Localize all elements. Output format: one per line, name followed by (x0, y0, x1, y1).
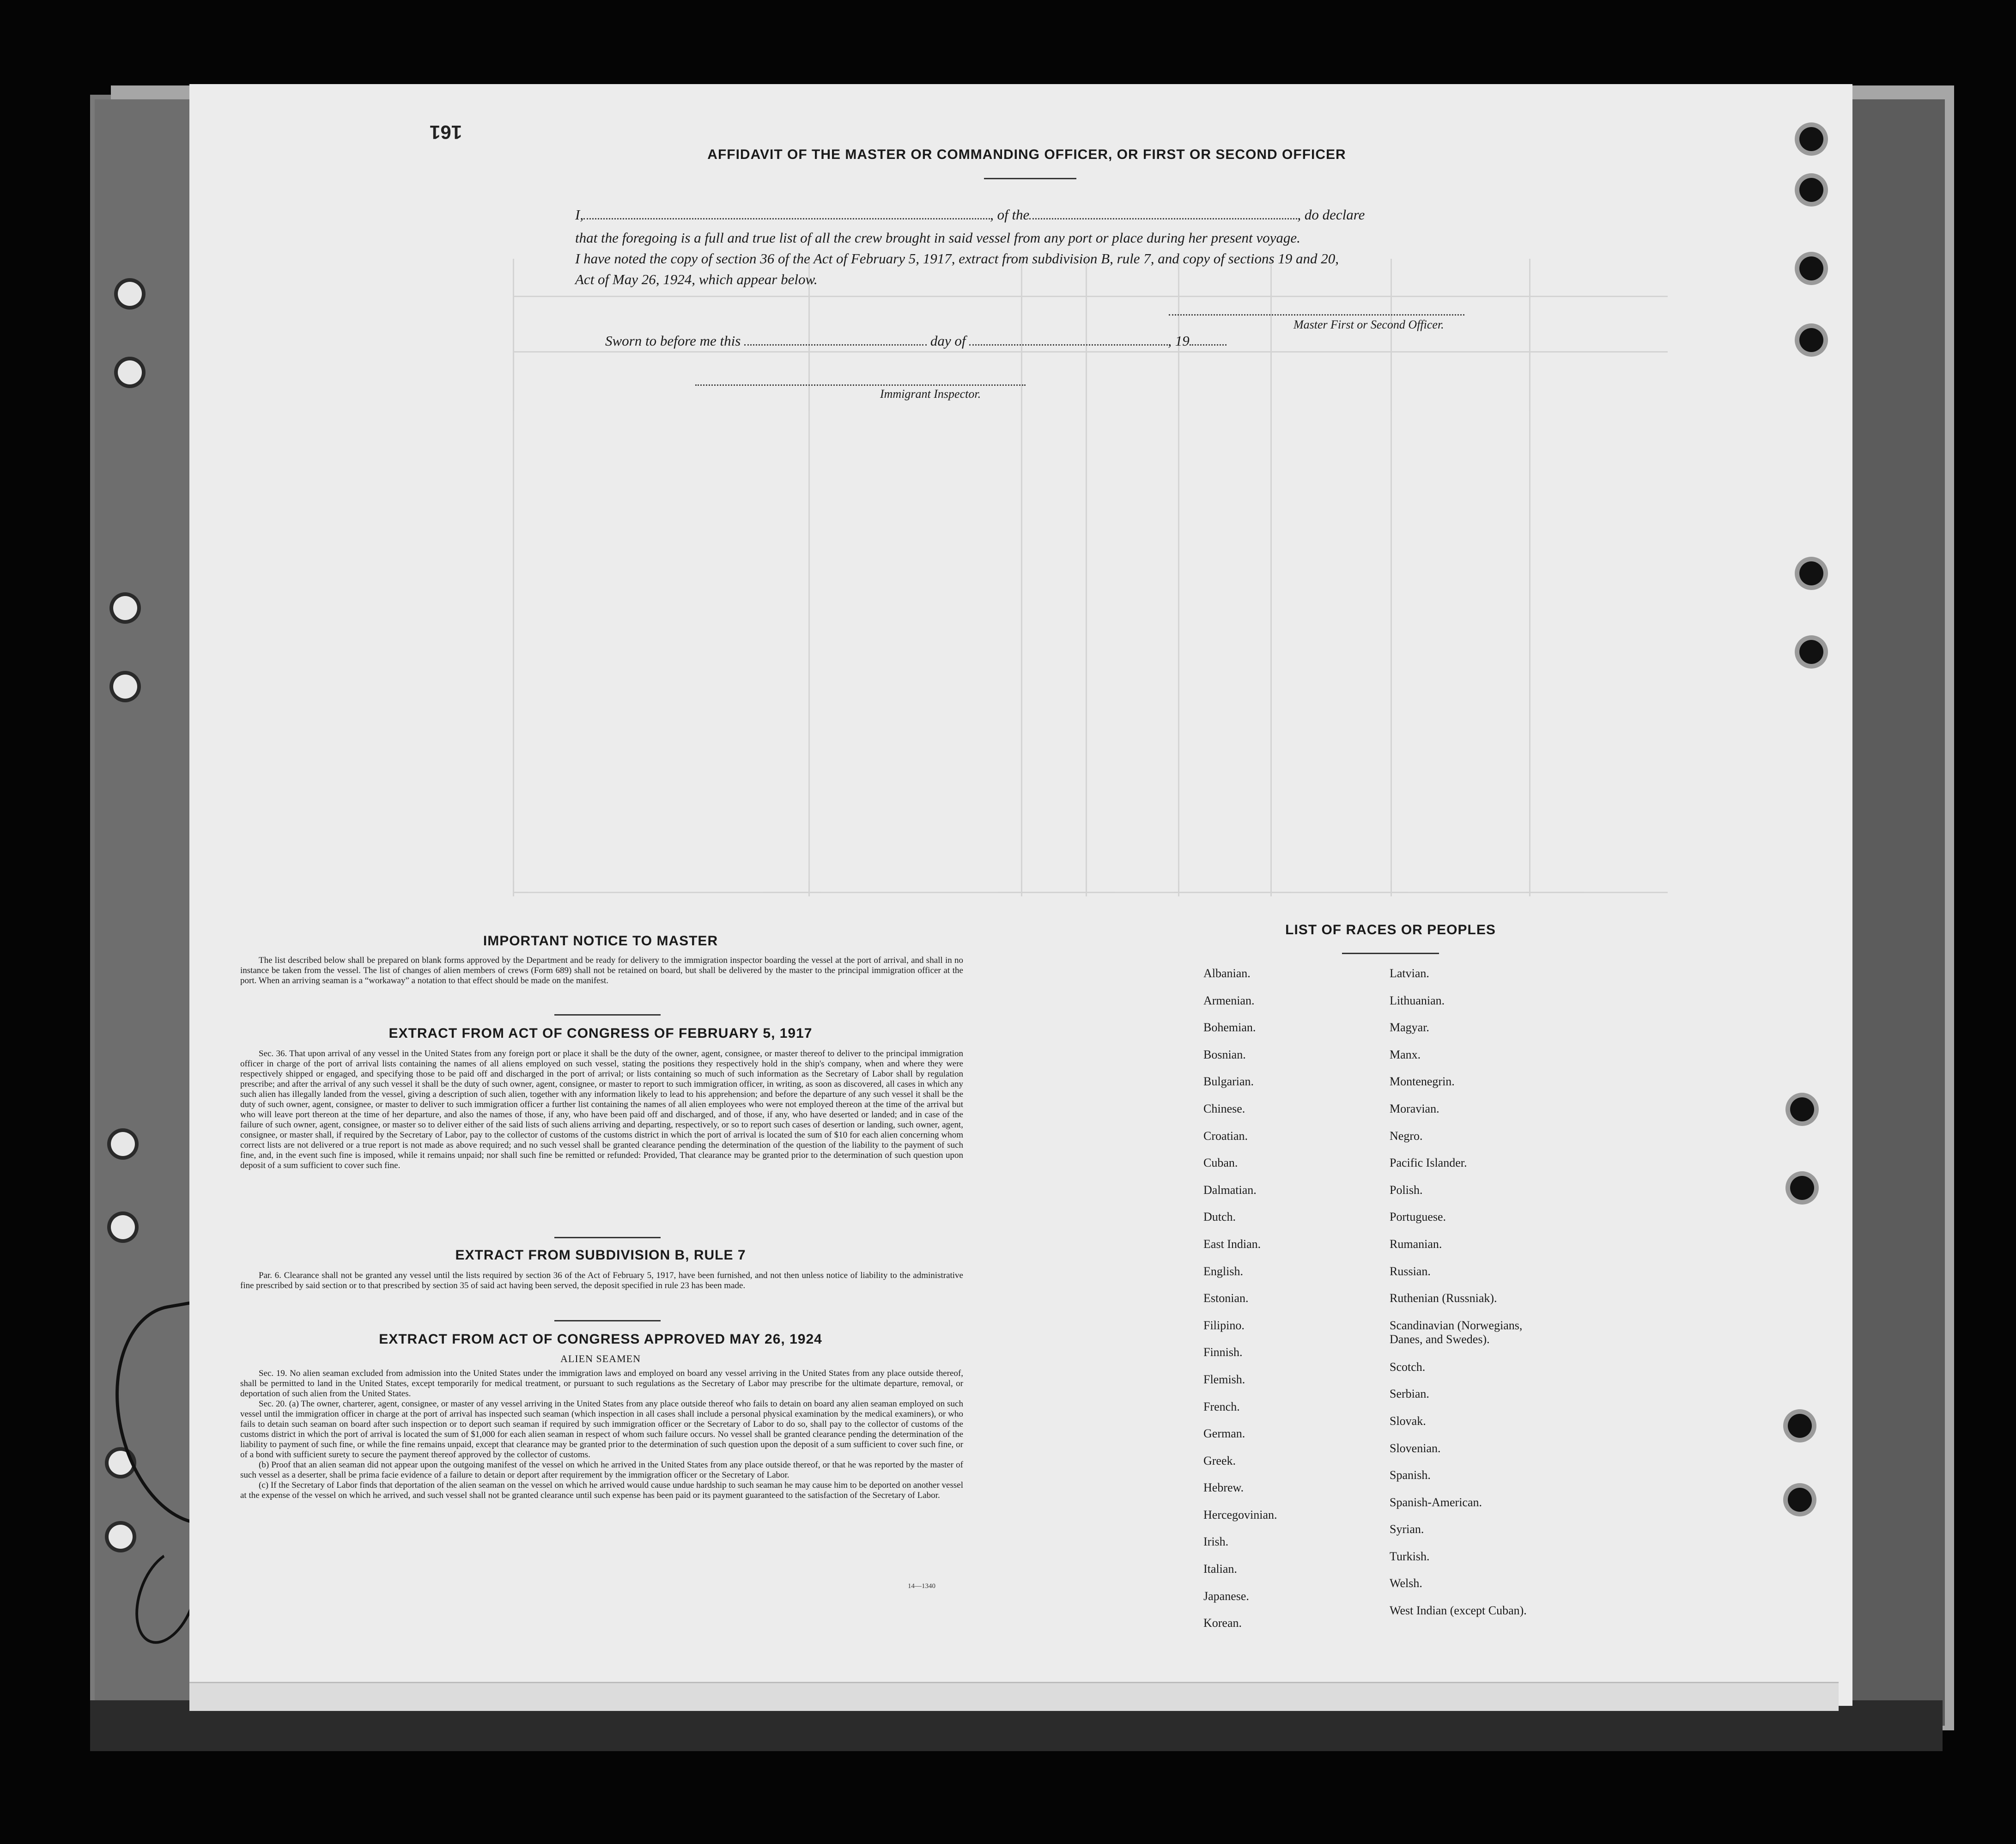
race-item: Manx. (1390, 1047, 1421, 1061)
affidavit-line-3: I have noted the copy of section 36 of the Act of February 5, 1917, extract from subdivision B, rule 7, and copy of sections 19 and 20, (575, 250, 1339, 267)
affidavit-i: I, (575, 207, 584, 223)
race-item: Greek. (1203, 1454, 1236, 1467)
section-20c-paragraph: (c) If the Secretary of Labor finds that deportation of the alien seaman on the vessel on which he arrived would cause undue hardship to such seaman he may cause him to be deported on another vessel at the expense of the vessel on which he arrived, and such vessel shall not be granted clearance until such expense has been paid or its payment guaranteed to the satisfaction of the Secretary of Labor. (240, 1480, 963, 1500)
binding-hole (1788, 1414, 1812, 1438)
divider (554, 1014, 661, 1016)
race-item: Russian. (1390, 1264, 1431, 1278)
race-item: Finnish. (1203, 1345, 1243, 1359)
affidavit-of-the: , of the (990, 207, 1030, 223)
binding-hole (118, 360, 142, 384)
race-item: West Indian (except Cuban). (1390, 1604, 1527, 1618)
divider (554, 1237, 661, 1238)
race-item: Bohemian. (1203, 1021, 1256, 1035)
race-item: Rumanian. (1390, 1237, 1442, 1251)
binding-hole (1799, 561, 1823, 585)
notice-paragraph: The list described below shall be prepared on blank forms approved by the Department and be ready for delivery to the immigration inspector boarding the vessel at the port of arrival, and shall in no instance be taken from the vessel. The list of changes of alien members of crews (Form 689) shall not be retained on board, but shall be delivered by the master to the principal immigration officer at the port. When an arriving seaman is a “workaway” a notation to that effect should be made on the manifest. (240, 955, 963, 986)
affidavit-line-1 (575, 207, 1365, 223)
extract-rule7-title: EXTRACT FROM SUBDIVISION B, RULE 7 (455, 1248, 746, 1263)
race-item: Irish. (1203, 1535, 1229, 1549)
race-item: Albanian. (1203, 967, 1251, 980)
race-item: East Indian. (1203, 1237, 1261, 1251)
extract-1917-title: EXTRACT FROM ACT OF CONGRESS OF FEBRUARY 5, 1917 (389, 1026, 813, 1041)
race-item: German. (1203, 1427, 1245, 1441)
inspector-label: Immigrant Inspector. (880, 387, 981, 401)
race-item: Flemish. (1203, 1372, 1245, 1386)
race-item: Filipino. (1203, 1318, 1245, 1332)
form-code: 14—1340 (908, 1582, 935, 1590)
race-item: Scotch. (1390, 1360, 1426, 1374)
affidavit-line-4: Act of May 26, 1924, which appear below. (575, 271, 818, 287)
race-item: Latvian. (1390, 967, 1429, 980)
master-signature-line (1169, 314, 1464, 316)
race-item: Turkish. (1390, 1549, 1430, 1563)
race-item: Chinese. (1203, 1102, 1245, 1115)
binding-hole (109, 1525, 133, 1549)
race-item: Negro. (1390, 1129, 1423, 1143)
sworn-line (605, 333, 1227, 349)
races-list-left (1203, 967, 1277, 1643)
race-item: Polish. (1390, 1183, 1423, 1197)
paragraph-6: Par. 6. Clearance shall not be granted any vessel until the lists required by section 36 of the Act of February 5, 1917, have been furnished, and not then unless notice of liability to the administrative fine prescribed by said section or to that prescribed by section 35 of said act having been served, the deposit specified in rule 23 has been made. (240, 1271, 963, 1290)
race-item: Armenian. (1203, 993, 1255, 1007)
binding-hole (1799, 328, 1823, 352)
binding-hole (113, 675, 137, 699)
race-item: Italian. (1203, 1562, 1237, 1576)
binding-hole (111, 1132, 135, 1156)
race-item: Spanish-American. (1390, 1495, 1482, 1509)
race-item: Spanish. (1390, 1468, 1431, 1482)
race-item: Slovenian. (1390, 1441, 1441, 1455)
notice-title: IMPORTANT NOTICE TO MASTER (483, 933, 718, 949)
binding-hole (1799, 256, 1823, 280)
binding-hole (1790, 1097, 1814, 1121)
section-20b-paragraph: (b) Proof that an alien seaman did not appear upon the outgoing manifest of the vessel on which he arrived in the United States from any place outside thereof, or that he was reported by the master of such vessel as a deserter, shall be prima facie evidence of a failure to detain or deport after requirement by the immigration officer or the Secretary of Labor. (240, 1460, 963, 1480)
race-item: Lithuanian. (1390, 993, 1445, 1007)
extract-1924-title: EXTRACT FROM ACT OF CONGRESS APPROVED MAY 26, 1924 (379, 1332, 822, 1347)
affidavit-line-2: that the foregoing is a full and true list of all the crew brought in said vessel from any port or place during her present voyage. (575, 230, 1300, 246)
notice-text (240, 955, 963, 986)
binding-hole (1788, 1488, 1812, 1512)
race-item: English. (1203, 1264, 1243, 1278)
extract-rule7-text (240, 1271, 963, 1291)
binding-hole (1790, 1176, 1814, 1200)
year-text: , 19 (1168, 333, 1190, 349)
race-item: Estonian. (1203, 1291, 1249, 1305)
sheet-number: 161 (430, 122, 462, 143)
race-item: Syrian. (1390, 1522, 1424, 1536)
race-item: Welsh. (1390, 1576, 1422, 1590)
name-blank (583, 208, 990, 219)
binding-hole (1799, 640, 1823, 664)
inspector-signature-line (695, 384, 1026, 386)
race-item: Dutch. (1203, 1210, 1236, 1224)
divider (984, 178, 1076, 179)
vessel-blank (1029, 208, 1297, 219)
section-36-paragraph: Sec. 36. That upon arrival of any vessel in the United States from any foreign port or place it shall be the duty of the owner, agent, consignee, or master thereof to deliver to the principal immigration officer in charge of the port of arrival lists containing the names of all aliens employed on such vessel, stating the positions they respectively hold in the ship's company, when and where they were respectively shipped or engaged, and specifying those to be paid off and discharged in the port of arrival; or lists containing so much of such information as the Secretary of Labor shall by regulation prescribe; and after the arrival of any such vessel it shall be the duty of such owner, agent, consignee, or master to report to such immigration officer, in writing, as soon as discovered, all cases in which any such alien has illegally landed from the vessel, giving a description of such alien, together with any information likely to lead to his apprehension; and before the departure of any such vessel it shall be the duty of such owner, agent, consignee, or master to deliver to such immigration officer a further list containing the names of all alien employees who were not employed thereon at the time of the arrival but who will leave port thereon at the time of her departure, and also the names of those, if any, who have been paid off and discharged, and of those, if any, who have deserted or landed; and in case of the failure of such owner, agent, consignee, or master so to deliver either of the said lists of such aliens arriving and departing, respectively, or so to report such cases of desertion or landing, such owner, agent, consignee, or master shall, if required by the Secretary of Labor, pay to the collector of customs of the customs district in which the port of arrival is located the sum of $10 for each alien concerning whom correct lists are not delivered or a true report is not made as above required; and no such vessel shall be granted clearance pending the determination of the question of the liability to the payment of such fine, and, in the event such fine is imposed, while it remains unpaid; nor shall such fine be remitted or refunded: Provided, That clearance may be granted prior to the determination of such question upon deposit of a sum sufficient to cover such fine. (240, 1049, 963, 1170)
binding-hole (113, 596, 137, 620)
affidavit-do-declare: , do declare (1297, 207, 1365, 223)
race-item: Serbian. (1390, 1387, 1429, 1401)
binding-hole (1799, 178, 1823, 202)
day-of-text: day of (930, 333, 966, 349)
month-blank (969, 334, 1168, 346)
race-item: Croatian. (1203, 1129, 1248, 1143)
race-item: French. (1203, 1400, 1240, 1413)
race-item: Hebrew. (1203, 1481, 1244, 1495)
section-19-paragraph: Sec. 19. No alien seaman excluded from admission into the United States under the immigration laws and employed on board any vessel arriving in the United States from any place outside thereof, shall be permitted to land in the United States, except temporarily for medical treatment, or pursuant to such regulations as the Secretary of Labor may prescribe for the ultimate departure, removal, or deportation of such alien from the United States. (240, 1369, 963, 1399)
race-item: Hercegovinian. (1203, 1508, 1277, 1521)
divider (1342, 953, 1439, 954)
binding-hole (1799, 127, 1823, 151)
race-item: Korean. (1203, 1616, 1242, 1630)
race-item: Japanese. (1203, 1589, 1249, 1603)
extract-1924-text (240, 1369, 963, 1501)
alien-seamen-subtitle: ALIEN SEAMEN (560, 1353, 641, 1364)
race-item: Bulgarian. (1203, 1075, 1254, 1089)
race-item: Magyar. (1390, 1021, 1429, 1035)
race-item: Pacific Islander. (1390, 1156, 1467, 1170)
binding-hole (111, 1215, 135, 1239)
race-item: Montenegrin. (1390, 1075, 1455, 1089)
race-item: Scandinavian (Norwegians, Danes, and Swedes). (1390, 1318, 1523, 1346)
race-item: Bosnian. (1203, 1047, 1246, 1061)
race-item: Ruthenian (Russniak). (1390, 1291, 1497, 1305)
binding-hole (118, 282, 142, 306)
section-20a-paragraph: Sec. 20. (a) The owner, charterer, agent, consignee, or master of any vessel arriving in the United States from any place outside thereof who fails to detain on board any alien seaman employed on such vessel until the immigration officer in charge at the port of arrival has inspected such seaman (which inspection in all cases shall include a personal physical examination by the medical examiners), or who fails to detain such seaman on board after such inspection or to deport such seaman if required by such immigration officer or the Secretary of Labor to do so, shall pay to the collector of customs of the customs district in which the port of arrival is located the sum of $1,000 for each alien seaman in respect of whom such failure occurs. No vessel shall be granted clearance pending the determination of the liability to payment of such fine, or while the fine remains unpaid, except that clearance may be granted prior to the determination of such question upon the deposit of a sum sufficient to cover such fine, or of a bond with sufficient surety to secure the payment thereof approved by the collector of customs. (240, 1399, 963, 1460)
sworn-text: Sworn to before me this (605, 333, 741, 349)
race-item: Dalmatian. (1203, 1183, 1257, 1197)
day-blank (744, 334, 927, 346)
year-blank (1190, 334, 1227, 346)
races-title: LIST OF RACES OR PEOPLES (1285, 922, 1496, 937)
race-item: Moravian. (1390, 1102, 1439, 1115)
master-label: Master First or Second Officer. (1293, 318, 1444, 331)
race-item: Slovak. (1390, 1414, 1426, 1428)
sheet-bottom-edge (189, 1682, 1839, 1711)
extract-1917-text (240, 1049, 963, 1171)
divider (554, 1320, 661, 1321)
affidavit-title: AFFIDAVIT OF THE MASTER OR COMMANDING OFFICER, OR FIRST OR SECOND OFFICER (707, 147, 1346, 162)
bleed-through-grid (513, 259, 1668, 896)
races-list-right (1390, 967, 1556, 1631)
race-item: Cuban. (1203, 1156, 1238, 1170)
race-item: Portuguese. (1390, 1210, 1446, 1224)
